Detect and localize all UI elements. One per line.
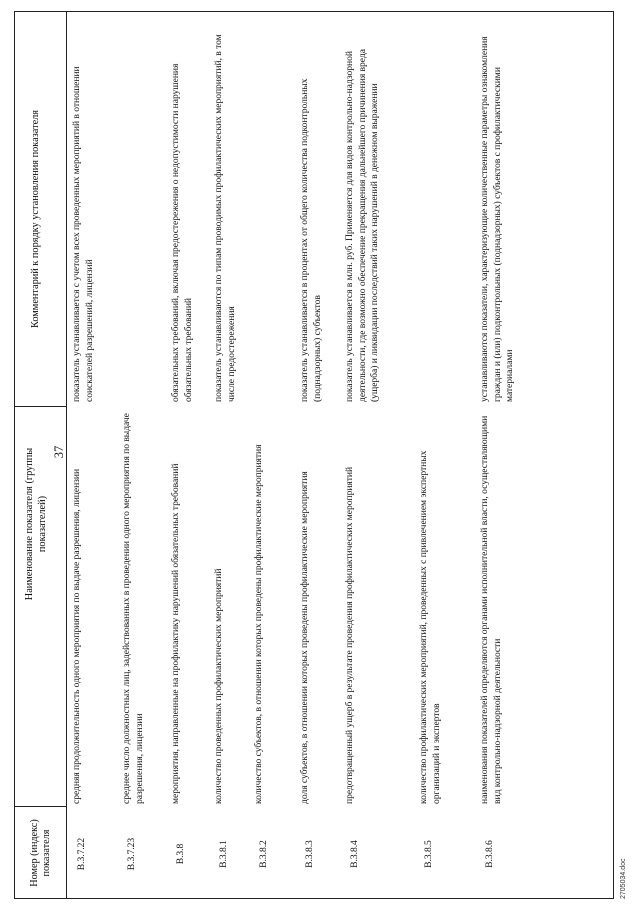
row-number: В.3.8.4: [349, 840, 360, 868]
row-comment: показатель устанавливаются по типам проводимых профилактических мероприятий, в том числе предостережения: [213, 34, 237, 402]
row-number: В.3.7.23: [126, 837, 137, 871]
row-name: количество субъектов, в отношении которых проведены профилактические мероприятия: [253, 444, 264, 804]
header-comment: Комментарий к порядку установления показателя: [30, 109, 41, 329]
table-bottom-border: [613, 11, 614, 899]
row-name: средняя продолжительность одного мероприятия по выдаче разрешения, лицензии: [71, 468, 82, 804]
row-number: В.3.8.1: [218, 840, 229, 868]
row-number: В.3.8.5: [423, 840, 434, 868]
col-sep-1: [14, 806, 66, 807]
table-right-border: [14, 11, 614, 12]
header-row-line: [14, 898, 614, 899]
header-name: Наименование показателя (группы показателей): [24, 447, 48, 601]
top-line: [14, 11, 15, 899]
row-number: В.3.8.3: [304, 840, 315, 868]
row-name: доля субъектов, в отношении которых проведены профилактические мероприятия: [299, 471, 310, 804]
row-name: предотвращенный ущерб в результате проведения профилактических мероприятий: [344, 466, 355, 804]
header-bottom-line: [66, 11, 67, 899]
header-number: Номер (индекс) показателя: [29, 819, 52, 887]
row-comment: показатель устанавливается в млн. руб. Применяется для видов контрольно-надзорной деятельности, где возможно обеспечение прекращения дальнейшего причинения вреда (ущерба) и ликвидации последствий таких нарушений в денежном выражении: [344, 49, 380, 402]
row-name: среднее число должностных лиц, задействованных в проведении одного мероприятия по выдаче разрешения, лицензии: [121, 413, 145, 804]
file-name-footer: 2705034.doc: [620, 858, 627, 899]
row-name: наименования показателей определяются органами исполнительной власти, осуществляющими вид контрольно-надзорной деятельности: [479, 415, 503, 804]
row-number: В.3.8.2: [258, 840, 269, 868]
row-comment: обязательных требований, включая предостережения о недопустимости нарушения обязательных требований: [170, 63, 194, 402]
row-number: В.3.8: [175, 843, 186, 865]
row-comment: показатель устанавливается в процентах от общего количества подконтрольных (поднадзорных) субъектов: [299, 78, 323, 402]
row-number: В.3.8.6: [484, 840, 495, 868]
row-comment: показатель устанавливается с учетом всех проведенных мероприятий в отношении соискателей разрешений, лицензий: [71, 66, 95, 402]
row-name: количество профилактических мероприятий, проведенных с привлечением экспертных организаций и экспертов: [418, 450, 442, 804]
row-number: В.3.7.22: [76, 837, 87, 871]
row-name: мероприятия, направленные на профилактику нарушений обязательных требований: [170, 463, 181, 804]
row-comment: устанавливаются показатели, характеризующие количественные параметры ознакомления граждан и (или) подконтрольных (поднадзорных) субъектов с профилактическими материалами: [479, 36, 515, 402]
page-number: 37: [52, 445, 66, 459]
row-name: количество проведенных профилактических мероприятий: [213, 568, 224, 804]
col-sep-2: [14, 406, 66, 407]
